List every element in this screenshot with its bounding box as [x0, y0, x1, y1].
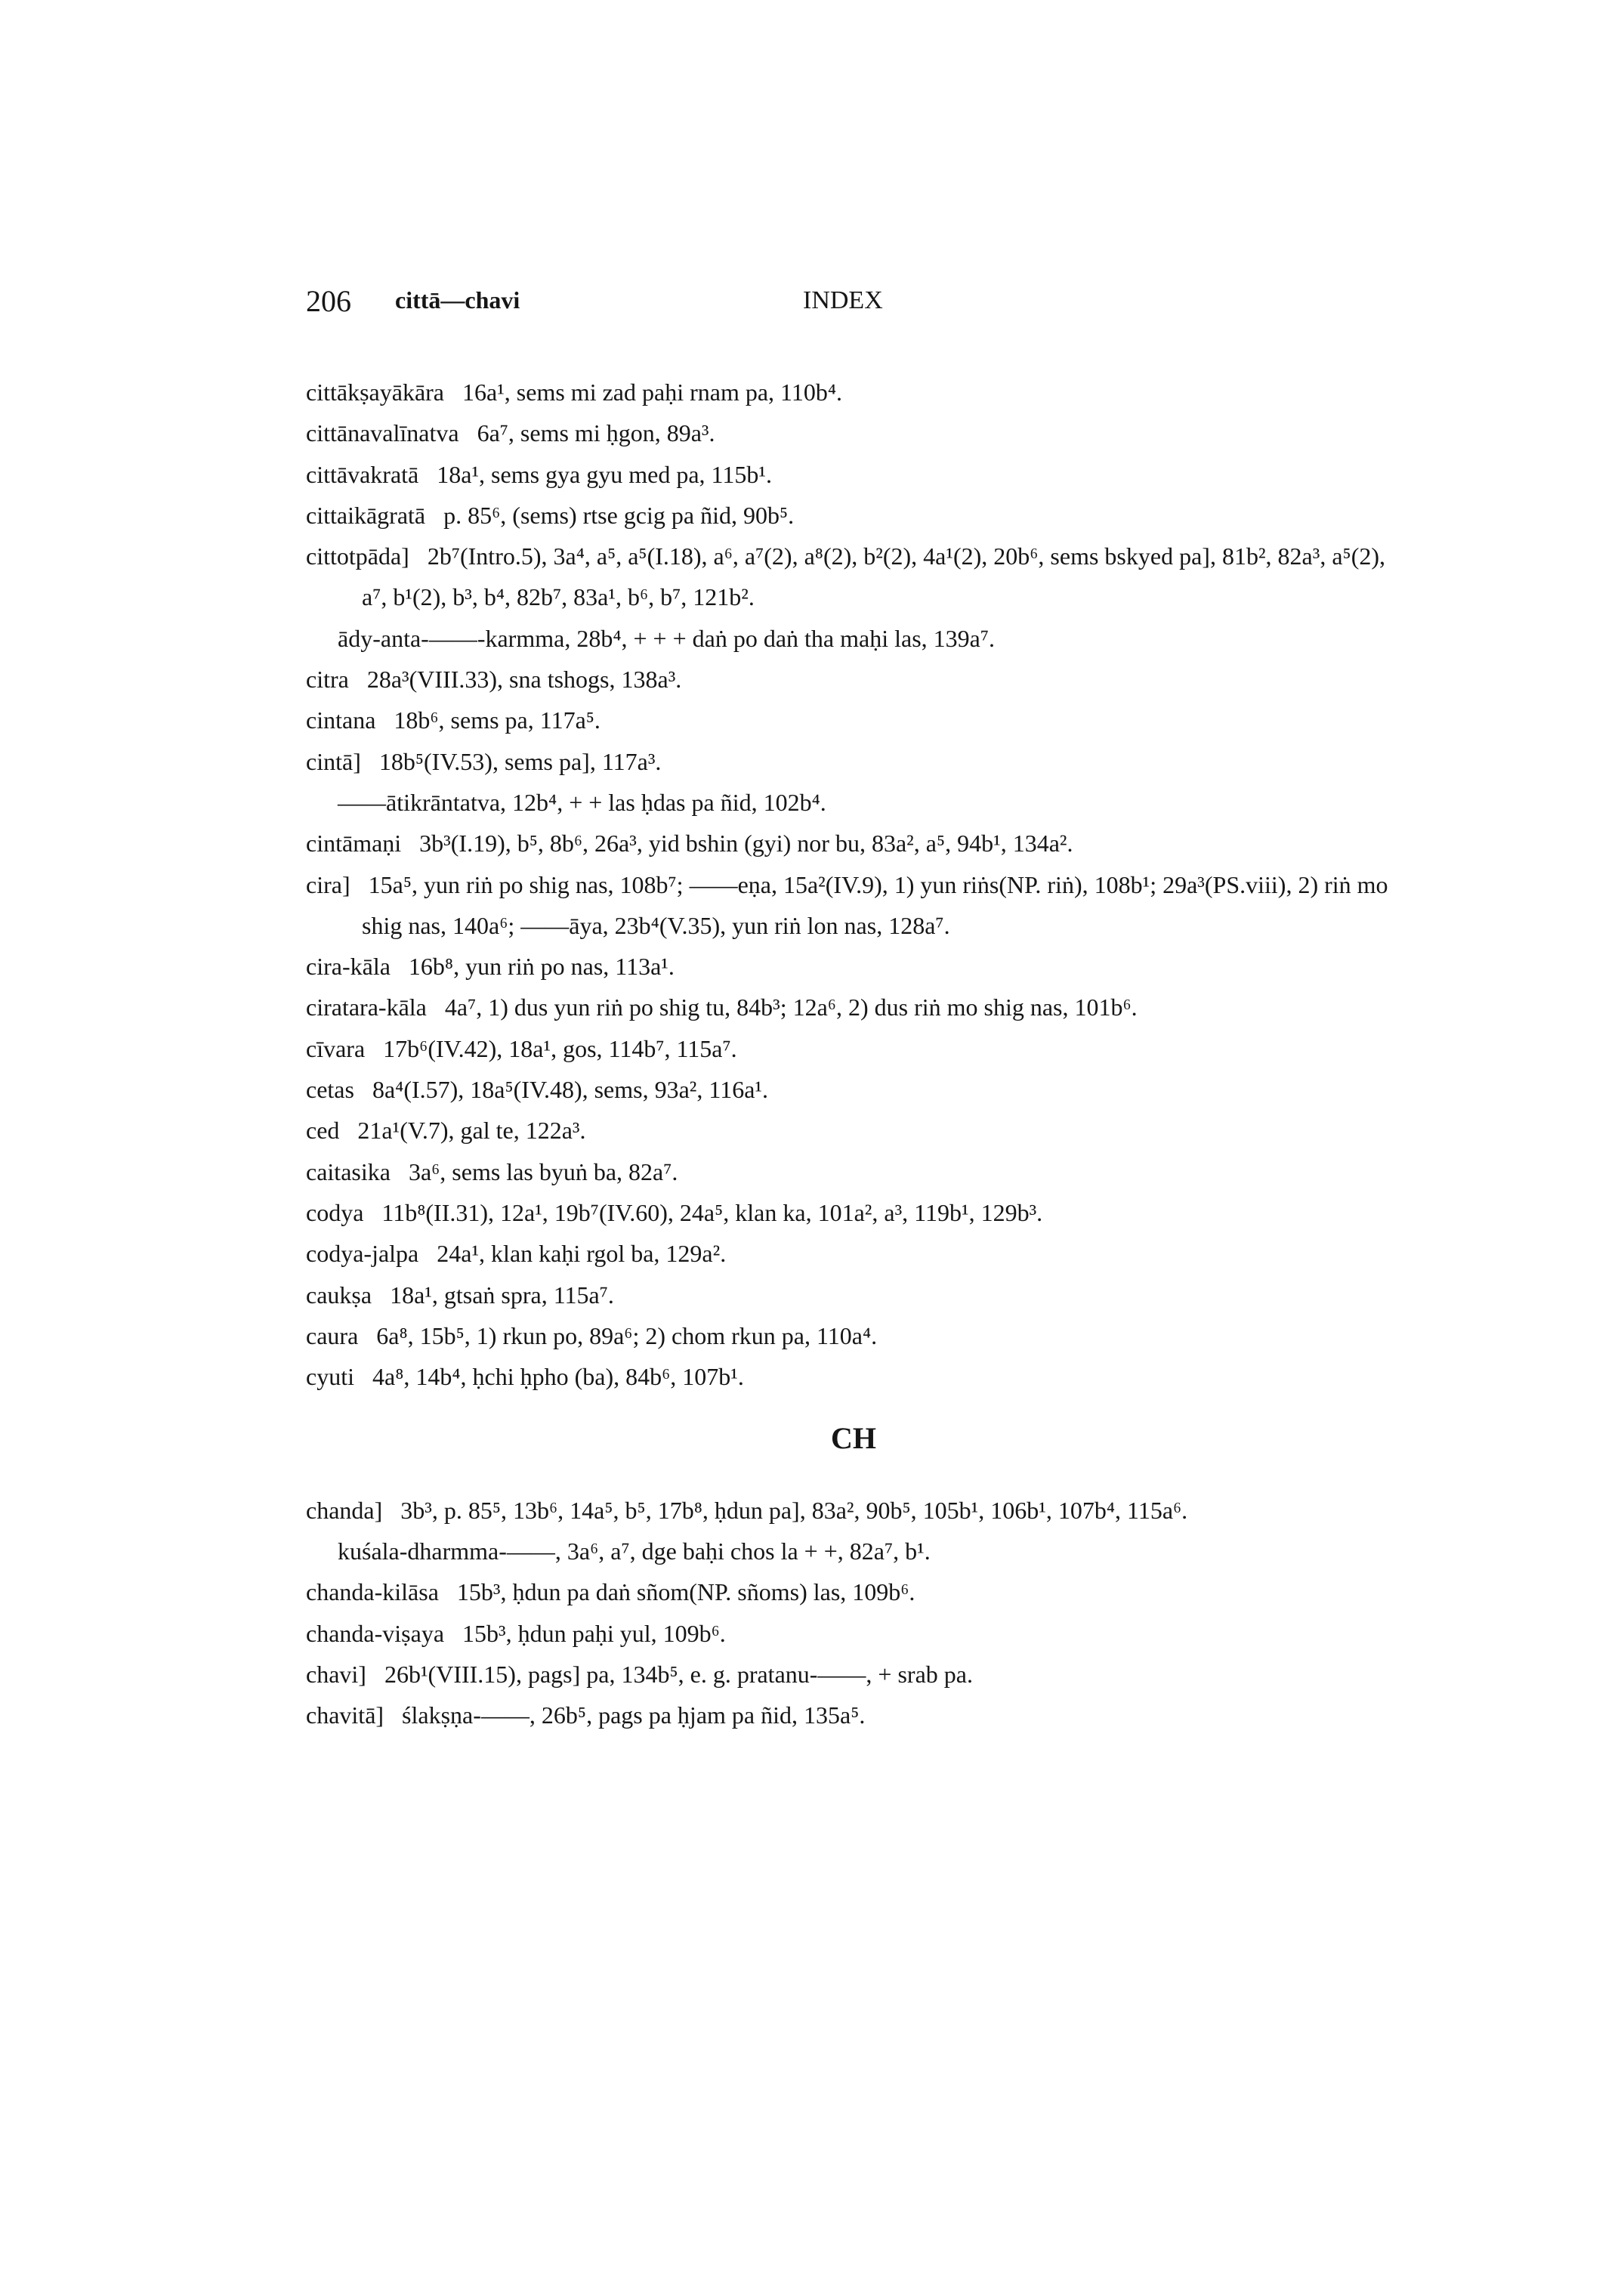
- headword: cetas: [306, 1076, 354, 1104]
- headword: cittākṣayākāra: [306, 379, 444, 406]
- index-entry: [306, 1151, 1401, 1192]
- references: 11b⁸(II.31), 12a¹, 19b⁷(IV.60), 24a⁵, klan ka, 101a², a³, 119b¹, 129b³.: [381, 1198, 1043, 1226]
- headword: caukṣa: [306, 1281, 372, 1309]
- entry-list-ch: [306, 1490, 1401, 1736]
- index-entry: [306, 536, 1401, 618]
- headword: cintāmaṇi: [306, 830, 402, 858]
- headword: cittānavalīnatva: [306, 419, 459, 447]
- references: 18b⁶, sems pa, 117a⁵.: [394, 706, 601, 734]
- headword: chanda-kilāsa: [306, 1578, 439, 1606]
- headword: cira-kāla: [306, 953, 391, 981]
- references: ślakṣṇa-——, 26b⁵, pags pa ḥjam pa ñid, 135a⁵.: [402, 1701, 866, 1729]
- headword: codya-jalpa: [306, 1240, 419, 1268]
- index-entry: [306, 1028, 1401, 1069]
- references: ——ātikrāntatva, 12b⁴, + + las ḥdas pa ñid, 102b⁴.: [338, 788, 826, 816]
- references: 24a¹, klan kaḥi rgol ba, 129a².: [437, 1240, 727, 1268]
- index-entry: [306, 1356, 1401, 1397]
- index-entry: [306, 946, 1401, 987]
- references: ādy-anta-——-karmma, 28b⁴, + + + daṅ po daṅ tha maḥi las, 139a⁷.: [338, 624, 995, 652]
- references: 16b⁸, yun riṅ po nas, 113a¹.: [408, 953, 675, 981]
- running-head: cittā—chavi: [395, 286, 520, 314]
- index-entry: [306, 1233, 1401, 1274]
- headword: chanda-viṣaya: [306, 1619, 445, 1647]
- index-body: [306, 372, 1401, 1736]
- index-entry: [306, 1192, 1401, 1233]
- references: 4a⁸, 14b⁴, ḥchi ḥpho (ba), 84b⁶, 107b¹.: [372, 1363, 744, 1391]
- references: 3a⁶, sems las byuṅ ba, 82a⁷.: [408, 1157, 678, 1185]
- references: kuśala-dharmma-——, 3a⁶, a⁷, dge baḥi chos la + +, 82a⁷, b¹.: [338, 1537, 931, 1565]
- index-entry: [306, 1490, 1401, 1531]
- references: 15a⁵, yun riṅ po shig nas, 108b⁷; ——eṇa, 15a²(IV.9), 1) yun riṅs(NP. riṅ), 108b¹; 29a³(PS.viii), 2) riṅ mo shig nas, 140a⁶; ——āya, 23b⁴(V.35), yun riṅ lon nas, 128a⁷.: [362, 870, 1388, 939]
- headword: ciratara-kāla: [306, 993, 427, 1021]
- index-subentry: [306, 1531, 1401, 1571]
- headword: cintā]: [306, 747, 361, 775]
- references: 2b⁷(Intro.5), 3a⁴, a⁵, a⁵(I.18), a⁶, a⁷(2), a⁸(2), b²(2), 4a¹(2), 20b⁶, sems bskyed pa], 81b², 82a³, a⁵(2), a⁷, b¹(2), b³, b⁴, 82b⁷, 83a¹, b⁶, b⁷, 121b².: [362, 542, 1385, 611]
- index-entry: [306, 700, 1401, 740]
- index-entry: [306, 1315, 1401, 1356]
- index-entry: [306, 1110, 1401, 1151]
- references: 16a¹, sems mi zad paḥi rnam pa, 110b⁴.: [462, 379, 842, 406]
- headword: chavi]: [306, 1660, 366, 1688]
- references: 15b³, ḥdun pa daṅ sñom(NP. sñoms) las, 109b⁶.: [456, 1578, 915, 1606]
- index-entry: [306, 741, 1401, 782]
- index-entry: [306, 413, 1401, 453]
- entry-list-c: [306, 372, 1401, 1397]
- section-heading: CH: [831, 1421, 876, 1456]
- references: 6a⁷, sems mi ḥgon, 89a³.: [477, 419, 715, 447]
- headword: chanda]: [306, 1496, 383, 1524]
- references: 4a⁷, 1) dus yun riṅ po shig tu, 84b³; 12a⁶, 2) dus riṅ mo shig nas, 101b⁶.: [444, 993, 1138, 1021]
- index-entry: [306, 495, 1401, 536]
- headword: caura: [306, 1321, 359, 1349]
- references: 18b⁵(IV.53), sems pa], 117a³.: [378, 747, 662, 775]
- headword: cittaikāgratā: [306, 501, 426, 529]
- index-entry: [306, 987, 1401, 1027]
- index-subentry: [306, 782, 1401, 823]
- references: 6a⁸, 15b⁵, 1) rkun po, 89a⁶; 2) chom rkun pa, 110a⁴.: [376, 1321, 878, 1349]
- references: 15b³, ḥdun paḥi yul, 109b⁶.: [462, 1619, 726, 1647]
- headword: cittotpāda]: [306, 542, 409, 570]
- header-title: INDEX: [803, 286, 883, 314]
- index-entry: [306, 372, 1401, 413]
- index-entry: [306, 1069, 1401, 1110]
- headword: cira]: [306, 870, 350, 898]
- references: 21a¹(V.7), gal te, 122a³.: [357, 1117, 586, 1145]
- references: 18a¹, sems gya gyu med pa, 115b¹.: [437, 460, 772, 488]
- headword: chavitā]: [306, 1701, 384, 1729]
- references: 17b⁶(IV.42), 18a¹, gos, 114b⁷, 115a⁷.: [383, 1034, 737, 1062]
- references: 26b¹(VIII.15), pags] pa, 134b⁵, e. g. pratanu-——, + srab pa.: [384, 1660, 973, 1688]
- references: 8a⁴(I.57), 18a⁵(IV.48), sems, 93a², 116a¹.: [372, 1076, 768, 1104]
- index-entry: [306, 823, 1401, 864]
- index-entry: [306, 864, 1401, 947]
- references: 28a³(VIII.33), sna tshogs, 138a³.: [366, 666, 682, 694]
- headword: codya: [306, 1198, 364, 1226]
- page-number: 206: [306, 284, 351, 318]
- headword: ced: [306, 1117, 340, 1145]
- headword: caitasika: [306, 1157, 391, 1185]
- index-entry: [306, 1275, 1401, 1315]
- headword: cittāvakratā: [306, 460, 419, 488]
- index-entry: [306, 1695, 1401, 1735]
- headword: citra: [306, 666, 349, 694]
- references: 3b³, p. 85⁵, 13b⁶, 14a⁵, b⁵, 17b⁸, ḥdun pa], 83a², 90b⁵, 105b¹, 106b¹, 107b⁴, 115a⁶.: [400, 1496, 1188, 1524]
- references: 3b³(I.19), b⁵, 8b⁶, 26a³, yid bshin (gyi) nor bu, 83a², a⁵, 94b¹, 134a².: [419, 830, 1073, 858]
- references: 18a¹, gtsaṅ spra, 115a⁷.: [390, 1281, 614, 1309]
- index-entry: [306, 1613, 1401, 1654]
- index-subentry: [306, 618, 1401, 659]
- page-header: [306, 283, 1379, 329]
- index-entry: [306, 659, 1401, 700]
- references: p. 85⁶, (sems) rtse gcig pa ñid, 90b⁵.: [443, 501, 795, 529]
- index-entry: [306, 454, 1401, 495]
- index-entry: [306, 1571, 1401, 1612]
- headword: cīvara: [306, 1034, 366, 1062]
- headword: cyuti: [306, 1363, 354, 1391]
- headword: cintana: [306, 706, 376, 734]
- index-entry: [306, 1654, 1401, 1695]
